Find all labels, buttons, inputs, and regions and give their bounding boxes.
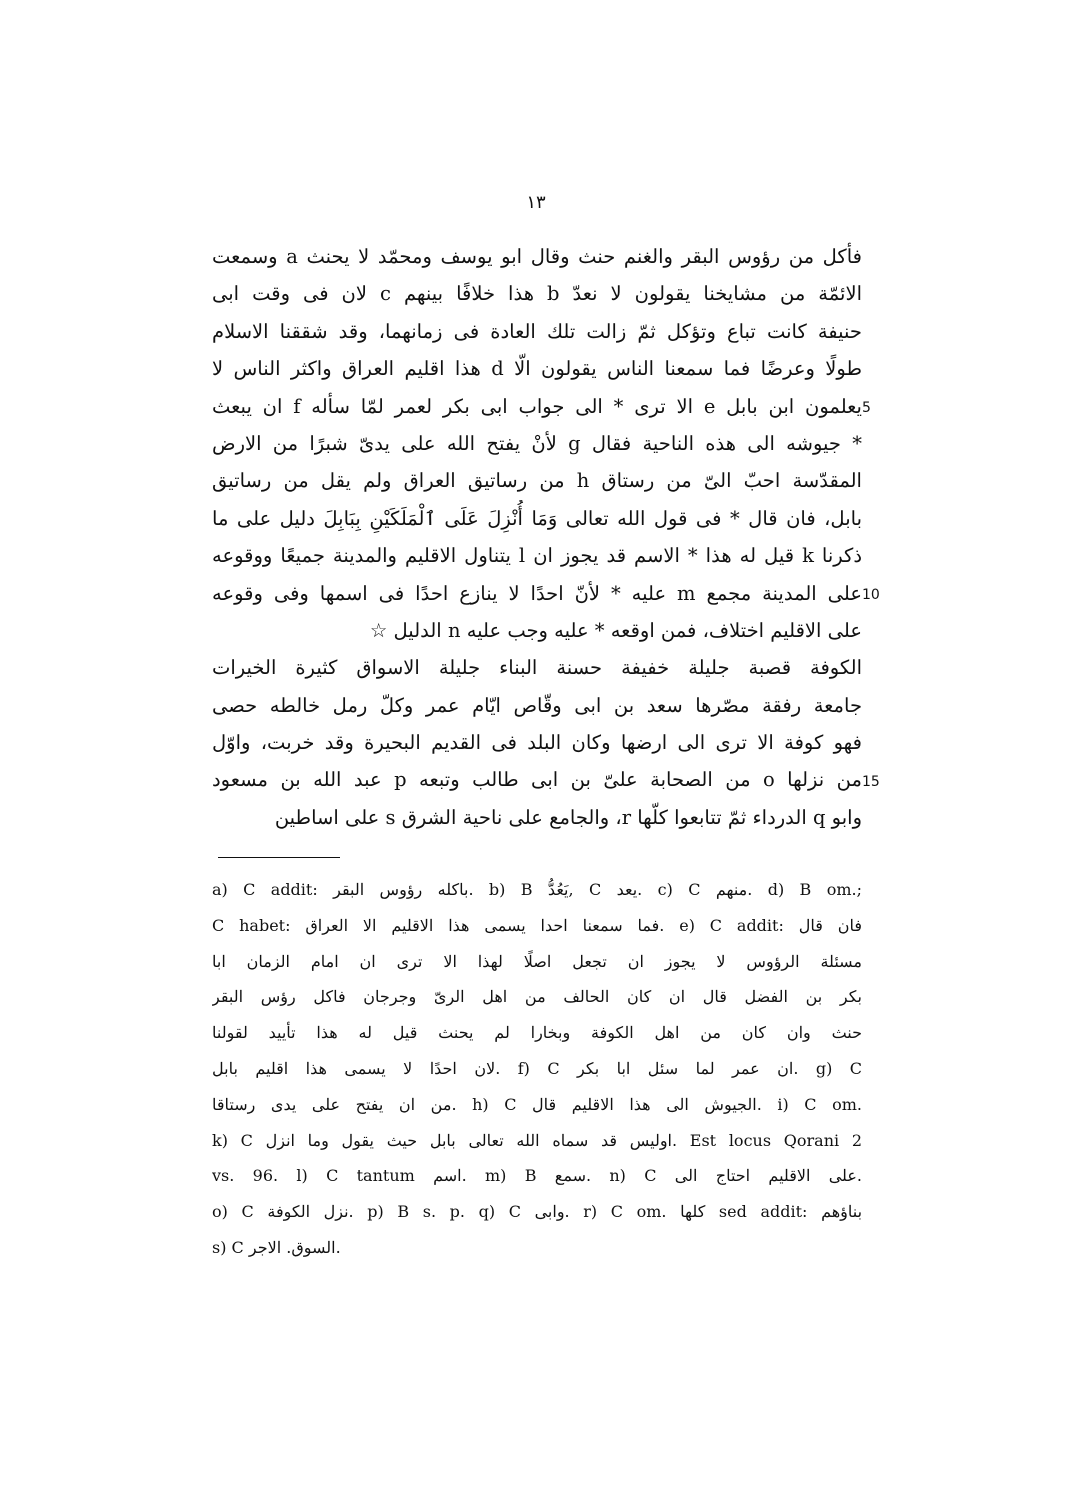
footnotes: [212, 872, 862, 1266]
footnote-line: بكر بن الفضل قال ان كان الحالف من اهل الرىّ وجرجان فاكل رؤس البقر: [212, 987, 862, 1007]
line-number: 5: [862, 399, 871, 416]
footnote-line: مسئلة الرؤوس لا يجوز ان تجعل اصلًا لهذا الا ترى ان امام الزمان ابا: [212, 951, 862, 971]
text-line: بابل، فان قال * فى قول الله تعالى وَمَا أُنْزِلَ عَلَى ٱلْمَلَكَيْنِ بِبَابِلَ دليل على ما: [212, 506, 862, 530]
footnote-line: C habet: فما سمعنا احدا يسمى هذا الاقليم الا العراق. e) C addit: فان قال: [212, 915, 862, 935]
footnote-line: لان احدًا لا يسمى هذا اقليم بابل. f) C ان عمر لما سئل ابا بكر. g) C: [212, 1058, 862, 1078]
text-line: فهو كوفة الا ترى الى ارضها وكان البلد فى القديم البحيرة وقد خربت، واوّل: [212, 731, 862, 755]
text-line: وابو q الدرداء ثمّ تتابعوا كلّها r، والجامع على ناحية الشرق s على اساطين: [274, 805, 862, 829]
text-line: الائمّة من مشايخنا يقولون لا نعدّ b هذا خلافًا بينهم c لان فى وقت ابى: [212, 282, 862, 306]
line-number: 15: [862, 773, 880, 790]
text-line: المقدّسة احبّ الىّ من رستاق h من رساتيق العراق ولم يقل من رساتيق: [212, 469, 862, 493]
footnote-line: o) C نزل الكوفة. p) B s. p. q) C وابى. r) C om. كلها sed addit: بناؤهم: [212, 1202, 862, 1222]
footnote-line: s) C السوق. الاجر.: [212, 1237, 341, 1257]
text-line: جامعة رفقة مصّرها سعد بن ابى وقّاص ايّام عمر وكلّ رمل خالطه حصى: [212, 693, 862, 717]
footnote-line: a) C addit: باكله رؤوس البقر. b) B يَعُدُّ, C يعد. c) C منهم. d) B om.;: [212, 880, 862, 899]
line-number: 10: [862, 586, 880, 603]
footnote-line: vs. 96. l) C tantum اسم. m) B سمع. n) C على الاقليم احتاج الى.: [212, 1166, 862, 1186]
text-line: يعلمون ابن بابل e الا ترى * الى جواب ابى بكر لعمر لمّا سأله f ان يبعث: [212, 394, 862, 418]
footnote-divider: [218, 857, 340, 858]
main-text: [212, 238, 862, 836]
page-number: ١٣: [526, 192, 546, 213]
text-line: من نزلها o من الصحابة علىّ بن ابى طالب وتبعه p عبد الله بن مسعود: [212, 768, 862, 792]
text-line: فأكل من رؤوس البقر والغنم حنث وقال ابو يوسف ومحمّد لا يحنث a وسمعت: [212, 245, 862, 268]
text-line: * جيوشه الى هذه الناحية فقال g لأنْ يفتح الله على يدىّ شبرًا من الارض: [212, 431, 862, 455]
text-line: الكوفة قصبة جليلة خفيفة حسنة البناء جليلة الاسواق كثيرة الخيرات: [212, 656, 862, 680]
text-line: ذكرنا k قيل له هذا * الاسم قد يجوز ان l يتناول الاقليم والمدينة جميعًا ووقوعه: [212, 544, 862, 568]
footnote-line: k) C اوليس قد سماه الله تعالى بابل حيث يقول وما انزل. Est locus Qorani 2: [212, 1130, 862, 1150]
text-line: على المدينة مجمع m عليه * لأنّ احدًا لا ينازع احدًا فى اسمها وفى وقوعه: [212, 581, 862, 605]
text-line: حنيفة كانت تباع وتؤكل ثمّ زالت تلك العادة فى زمانهما، وقد شققنا الاسلام: [212, 319, 862, 343]
text-line: طولًا وعرضًا فما سمعنا الناس يقولون الّا d هذا اقليم العراق واكثر الناس لا: [212, 357, 862, 381]
text-line: على الاقليم اختلاف، فمن اوقعه * عليه وجب عليه n الدليل ☆: [369, 618, 862, 642]
footnote-line: حنث وان كان من اهل الكوفة وبخارا لم يحنث قيل له هذا تأييد لقولنا: [212, 1023, 862, 1043]
footnote-line: من ان يفتح على يدى رستاقا. h) C الجيوش الى هذا الاقليم قال. i) C om.: [212, 1094, 862, 1114]
